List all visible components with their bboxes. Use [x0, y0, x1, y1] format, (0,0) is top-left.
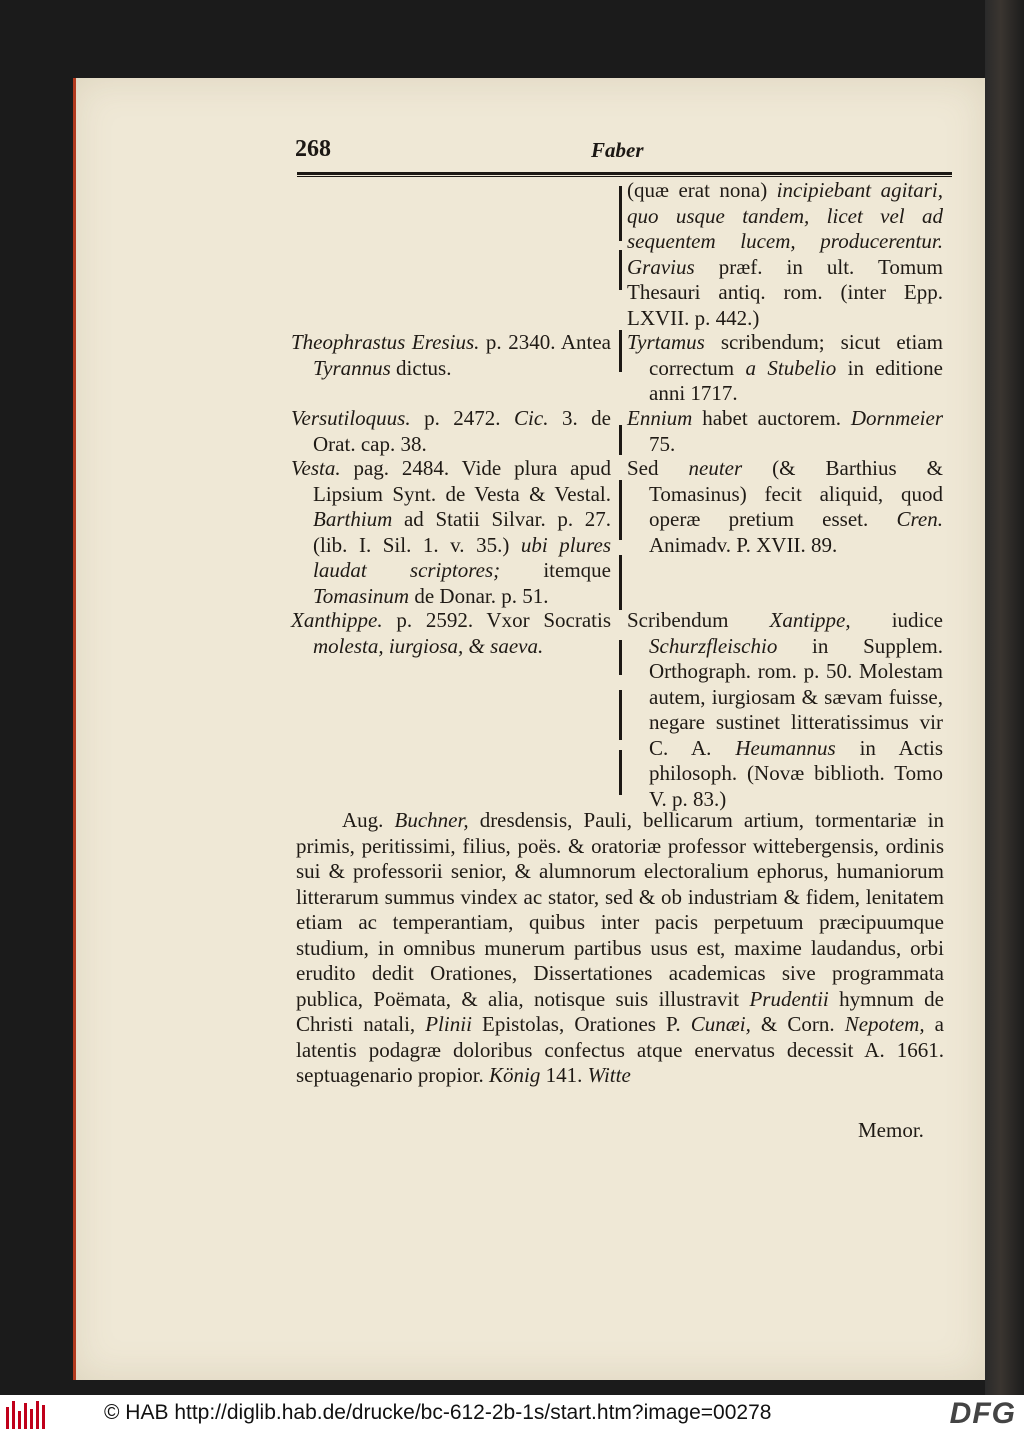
footer-bar: [0, 1395, 1024, 1435]
entry-vesta: [291, 456, 611, 609]
note-italic: incipiebant agitari, quo usque tandem, licet vel ad sequentem lucem, producerentur. Gravius: [627, 178, 943, 279]
column-divider: [619, 186, 622, 241]
note-text: Scribendum: [627, 608, 770, 632]
note-neuter: [627, 456, 943, 558]
para-text: dresdensis, Pauli, bellicarum artium, tormentariæ in primis, peritissimi, filius, poës. & oratoriæ professor wittebergensis, ordinis sui & professorii senior, & alumnorum electoralium ephorus, humaniorum litterarum summus vindex ac stator, sed & ob industriam & fidem, lenitatem etiam ac temperantiam, quibus inter pacis perpetuum præcipuumque studium, in omnibus munerum partibus usus est, maxime laudandus, orbi erudito dedit Orationes, Dissertationes academicas sive programmata publica, Poëmata, & alia, notisque suis illustravit: [296, 808, 944, 1011]
entry-text: ad Statii Silvar. p. 27. (lib. I. Sil. 1. v. 35.): [313, 507, 611, 557]
note-text: (quæ erat nona): [627, 178, 777, 202]
column-divider: [619, 555, 622, 610]
entry-text: p. 2592. Vxor Socratis: [382, 608, 611, 632]
note-italic: Cren.: [896, 507, 943, 531]
para-italic: Witte: [587, 1063, 631, 1087]
note-tyrtamus: [627, 330, 943, 407]
page-header: [295, 136, 950, 176]
para-italic: König: [489, 1063, 541, 1087]
entry-text: dictus.: [390, 355, 452, 380]
note-text: in editione anni 1717.: [649, 355, 943, 405]
note-text: iudice: [850, 608, 943, 632]
catchword: Memor.: [858, 1118, 924, 1142]
note-text: 75.: [649, 431, 676, 456]
note-italic: a Stubelio: [745, 355, 837, 380]
entry-term: Vesta.: [291, 456, 341, 480]
note-text: in Supplem. Orthograph. rom. p. 50. Molestam autem, iurgiosam & sævam fuisse, negare sustinet litteratissimus vir C. A.: [649, 633, 943, 760]
para-text: Epistolas, Orationes P.: [471, 1012, 691, 1036]
para-italic: Cunæi,: [690, 1012, 751, 1036]
dfg-logo: DFG: [949, 1397, 1016, 1430]
para-name: Buchner,: [394, 808, 469, 832]
para-italic: Nepotem,: [844, 1012, 925, 1036]
note-text: Animadv. P. XVII. 89.: [649, 532, 838, 557]
entry-term: Tomasinum: [313, 583, 410, 608]
column-divider: [619, 750, 622, 795]
page-edge-line: [73, 78, 76, 1380]
entry-term: Cic.: [514, 406, 549, 430]
note-gravius: [627, 178, 943, 331]
note-text: Sed: [627, 456, 689, 480]
column-divider: [619, 330, 622, 372]
note-text: (& Barthius & Tomasinus) fecit aliquid, quod operæ pretium esset.: [649, 456, 944, 531]
header-rule-thin: [297, 176, 952, 177]
entry-term: ubi plures laudat scriptores;: [313, 532, 611, 582]
column-divider: [619, 250, 622, 290]
entry-text: 3. de Orat. cap. 38.: [313, 406, 612, 456]
entry-versutiloquus: [291, 406, 611, 457]
para-text: hymnum de Christi natali,: [296, 986, 944, 1036]
note-ennium: [627, 406, 943, 457]
column-divider: [619, 480, 622, 540]
entry-term: Barthium: [313, 507, 393, 531]
entry-text: itemque: [500, 558, 611, 582]
para-text: Aug.: [342, 808, 395, 832]
buchner-paragraph: [296, 808, 944, 1089]
column-divider: [619, 690, 622, 740]
note-italic: Xantippe,: [769, 608, 851, 632]
entry-term: Versutiloquus.: [291, 406, 411, 430]
entry-text: p. 2340. Antea: [479, 330, 611, 354]
scan-background-edge: [985, 0, 1024, 1395]
column-divider: [619, 640, 622, 675]
entry-text: pag. 2484. Vide plura apud Lipsium Synt. de Vesta & Vestal.: [313, 456, 611, 506]
para-text: & Corn.: [750, 1012, 845, 1036]
note-text: habet auctorem.: [692, 406, 851, 430]
note-italic: Ennium: [627, 406, 693, 430]
note-italic: neuter: [688, 456, 743, 480]
entry-term: molesta, iurgiosa, & saeva.: [313, 633, 544, 658]
note-text: scribendum; sicut etiam correctum: [649, 330, 943, 380]
para-text: 141.: [540, 1063, 588, 1087]
footer-copyright-link[interactable]: © HAB http://diglib.hab.de/drucke/bc-612-2b-1s/start.htm?image=00278: [104, 1401, 772, 1424]
note-italic: Schurzfleischio: [649, 633, 778, 658]
note-italic: Dornmeier: [850, 406, 943, 430]
entry-text: de Donar. p. 51.: [409, 583, 549, 608]
para-text: a latentis podagræ doloribus confectus atque enervatus decessit A. 1661. septuagenario propior.: [296, 1012, 944, 1087]
hab-logo-icon: [6, 1401, 46, 1429]
para-italic: Prudentii: [749, 986, 829, 1011]
page-number: 268: [295, 136, 331, 162]
running-head: Faber: [591, 138, 644, 162]
entry-xanthippe: [291, 608, 611, 659]
para-italic: Plinii: [425, 1012, 472, 1036]
column-divider: [619, 425, 622, 455]
note-italic: Tyrtamus: [627, 330, 705, 354]
note-italic: Heumannus: [735, 735, 836, 760]
note-xantippe: [627, 608, 943, 812]
entry-text: p. 2472.: [410, 406, 515, 430]
entry-theophrastus: [291, 330, 611, 381]
note-text: in Actis philosoph. (Novæ biblioth. Tomo V. p. 83.): [649, 735, 943, 811]
entry-term: Tyrannus: [313, 355, 391, 380]
header-rule: [297, 172, 952, 175]
entry-term: Xanthippe.: [291, 608, 383, 632]
entry-term: Theophrastus Eresius.: [291, 330, 480, 354]
note-text: præf. in ult. Tomum Thesauri antiq. rom. (inter Epp. LXVII. p. 442.): [627, 254, 943, 330]
